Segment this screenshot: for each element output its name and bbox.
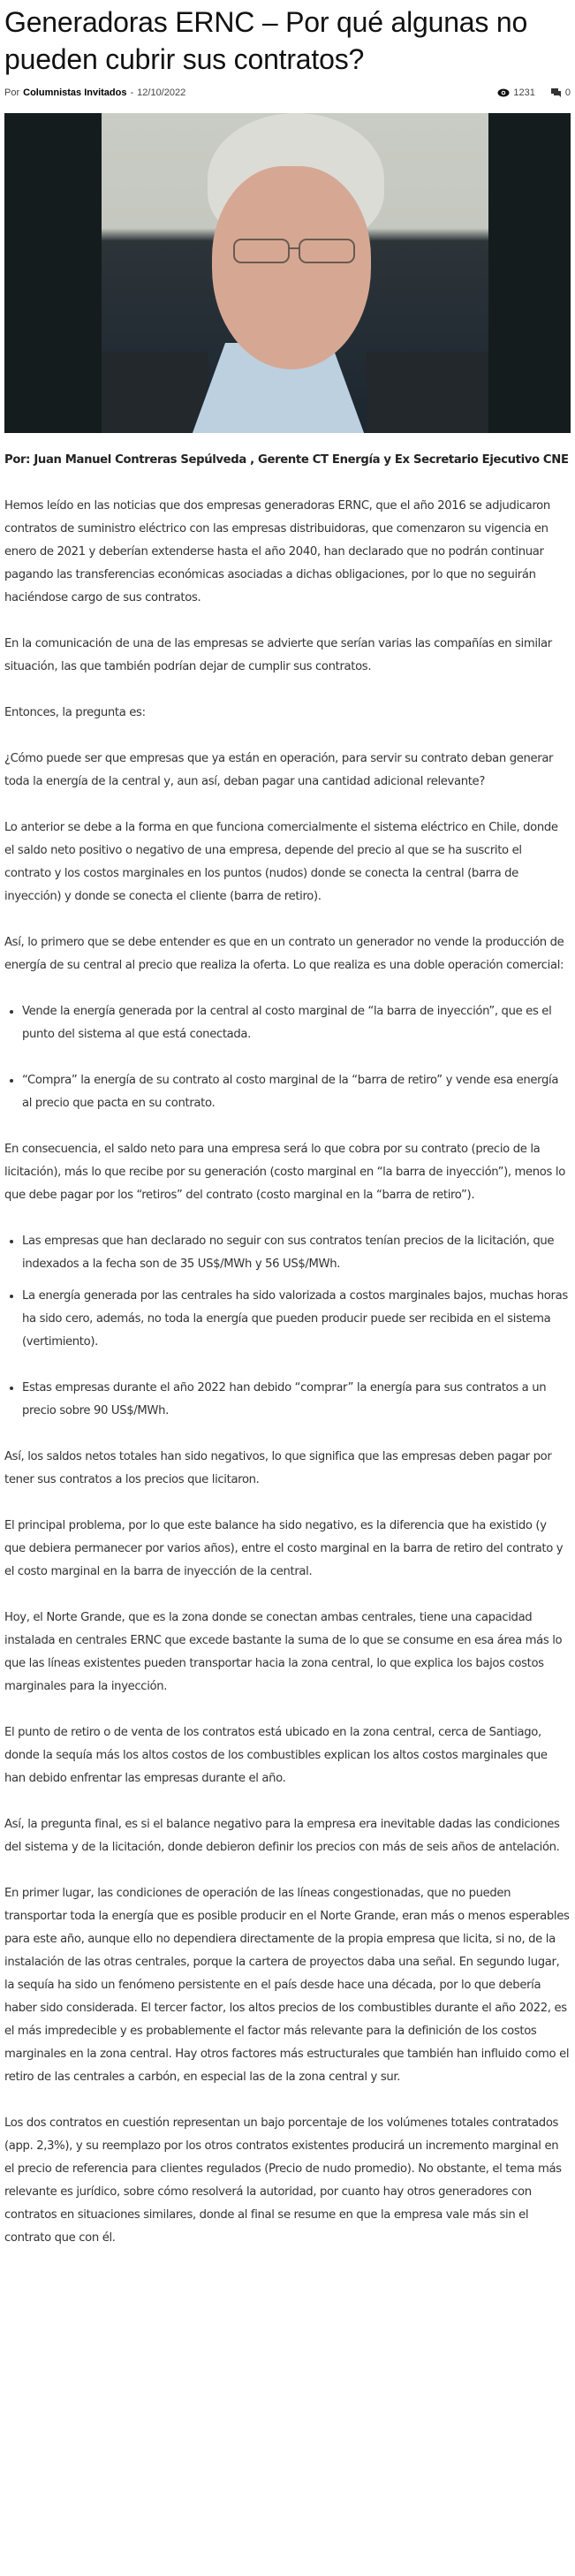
featured-image xyxy=(4,113,571,433)
paragraph: Entonces, la pregunta es: xyxy=(4,706,146,719)
paragraph: En consecuencia, el saldo neto para una empresa será lo que cobra por su contrato (precio de la licitación), más lo que recibe por su generación (costo marginal en “la barra de inyección”), menos lo que debe pagar por los “retiros” del contrato (costo marginal en la “barra de retiro”). xyxy=(4,1143,565,1202)
list-item: • “Compra” la energía de su contrato al costo marginal de la “barra de retiro” y vende esa energía al precio que pacta en su contrato. xyxy=(22,1069,571,1115)
paragraph: Así, lo primero que se debe entender es que en un contrato un generador no vende la producción de energía de su central al precio que realiza la oferta. Lo que realiza es una doble operación comercial: xyxy=(4,936,564,972)
paragraph: Hoy, el Norte Grande, que es la zona donde se conectan ambas centrales, tiene una capacidad instalada en centrales ERNC que excede bastante la suma de lo que se consume en esa área más lo que las líneas existentes pueden transportar hacia la zona central, lo que explica los bajos costos marginales para la inyección. xyxy=(4,1611,563,1693)
paragraph: Así, la pregunta final, es si el balance negativo para la empresa era inevitable dadas las condiciones del sistema y de la licitación, donde debieron definir los precios con más de seis años de antelación. xyxy=(4,1818,560,1854)
paragraph: Los dos contratos en cuestión representan un bajo porcentaje de los volúmenes totales contratados (app. 2,3%), y su reemplazo por los otros contratos existentes producirá un incremento marginal en el precio de referencia para clientes regulados (Precio de nudo promedio). No obstante, el tema más relevante es jurídico, sobre cómo resolverá la autoridad, por cuanto hay otros generadores con contratos en situaciones similares, donde al final se resume en que la empresa vale más sin el contrato que con él. xyxy=(4,2116,562,2245)
paragraph: En primer lugar, las condiciones de operación de las líneas congestionadas, que no pueden transportar toda la energía que es posible producir en el Norte Grande, eran más o menos esperables para este año, aunque ello no dependiera directamente de la propia empresa que licita, si no, de la instalación de las otras centrales, porque la cartera de proyectos daba una señal. En segundo lugar, la sequía ha sido un fenómeno persistente en el país desde hace una década, por lo que debería haber sido considerada. El tercer factor, los altos precios de los combustibles durante el año 2022, es el más impredecible y es probablemente el factor más relevante para la definición de los costos marginales en la zona central. Hay otros factores más estructurales que también han influido como el retiro de las centrales a carbón, en especial las de la zona central y sur. xyxy=(4,1887,570,2084)
paragraph: Lo anterior se debe a la forma en que funciona comercialmente el sistema eléctrico en Chile, donde el saldo neto positivo o negativo de una empresa, depende del precio al que se ha suscrito el contrato y los costos marginales en los puntos (nudos) donde se conecta la central (barra de inyección) y donde se conecta el cliente (barra de retiro). xyxy=(4,821,558,903)
publish-date: 12/10/2022 xyxy=(137,87,186,98)
byline: Por: Juan Manuel Contreras Sepúlveda , Gerente CT Energía y Ex Secretario Ejecutivo CNE xyxy=(4,453,569,467)
paragraph: Así, los saldos netos totales han sido negativos, lo que significa que las empresas deben pagar por tener sus contratos a los precios que licitaron. xyxy=(4,1450,552,1486)
author-link[interactable]: Columnistas Invitados xyxy=(23,87,127,98)
eye-icon xyxy=(497,88,510,97)
list-item: • Vende la energía generada por la central al costo marginal de “la barra de inyección”, que es el punto del sistema al que está conectada. xyxy=(22,1000,571,1046)
views-count: 1231 xyxy=(497,87,534,98)
bullet-list xyxy=(4,1000,571,1115)
article-title: Generadoras ERNC – Por qué algunas no pueden cubrir sus contratos? xyxy=(4,6,528,75)
paragraph: Hemos leído en las noticias que dos empresas generadoras ERNC, que el año 2016 se adjudicaron contratos de suministro eléctrico con las empresas distribuidoras, que comenzaron su vigencia en enero de 2021 y deberían extenderse hasta el año 2040, han declarado que no podrán continuar pagando las transferencias económicas asociadas a dichas obligaciones, por lo que no seguirán haciéndose cargo de sus contratos. xyxy=(4,499,550,604)
article xyxy=(0,4,575,2250)
bullet-list xyxy=(4,1230,571,1423)
paragraph: ¿Cómo puede ser que empresas que ya están en operación, para servir su contrato deban generar toda la energía de la central y, aun así, deban pagar una cantidad adicional relevante? xyxy=(4,752,554,788)
paragraph: En la comunicación de una de las empresas se advierte que serían varias las compañías en similar situación, las que también podrían dejar de cumplir sus contratos. xyxy=(4,637,552,673)
paragraph: El principal problema, por lo que este balance ha sido negativo, es la diferencia que ha existido (y que debiera permanecer por varios años), entre el costo marginal en la barra de retiro del contrato y el costo marginal en la barra de inyección de la central. xyxy=(4,1519,564,1578)
comments-count[interactable]: 0 xyxy=(551,87,571,98)
list-item: • La energía generada por las centrales ha sido valorizada a costos marginales bajos, muchas horas ha sido cero, además, no toda la energía que pueden producir puede ser recibida en el sistema (vertimiento). xyxy=(22,1285,571,1354)
meta-separator: - xyxy=(130,87,134,98)
article-body xyxy=(4,449,571,2250)
list-item: • Las empresas que han declarado no seguir con sus contratos tenían precios de la licitación, que indexados a la fecha son de 35 US$/MWh y 56 US$/MWh. xyxy=(22,1230,571,1276)
by-label: Por xyxy=(4,87,20,98)
list-item: • Estas empresas durante el año 2022 han debido “comprar” la energía para sus contratos a un precio sobre 90 US$/MWh. xyxy=(22,1377,571,1423)
comment-icon xyxy=(551,88,562,97)
author-portrait xyxy=(102,113,488,433)
paragraph: El punto de retiro o de venta de los contratos está ubicado en la zona central, cerca de Santiago, donde la sequía más los altos costos de los combustibles explican los altos costos marginales que han debido enfrentar las empresas durante el año. xyxy=(4,1726,548,1785)
article-meta xyxy=(4,83,571,103)
